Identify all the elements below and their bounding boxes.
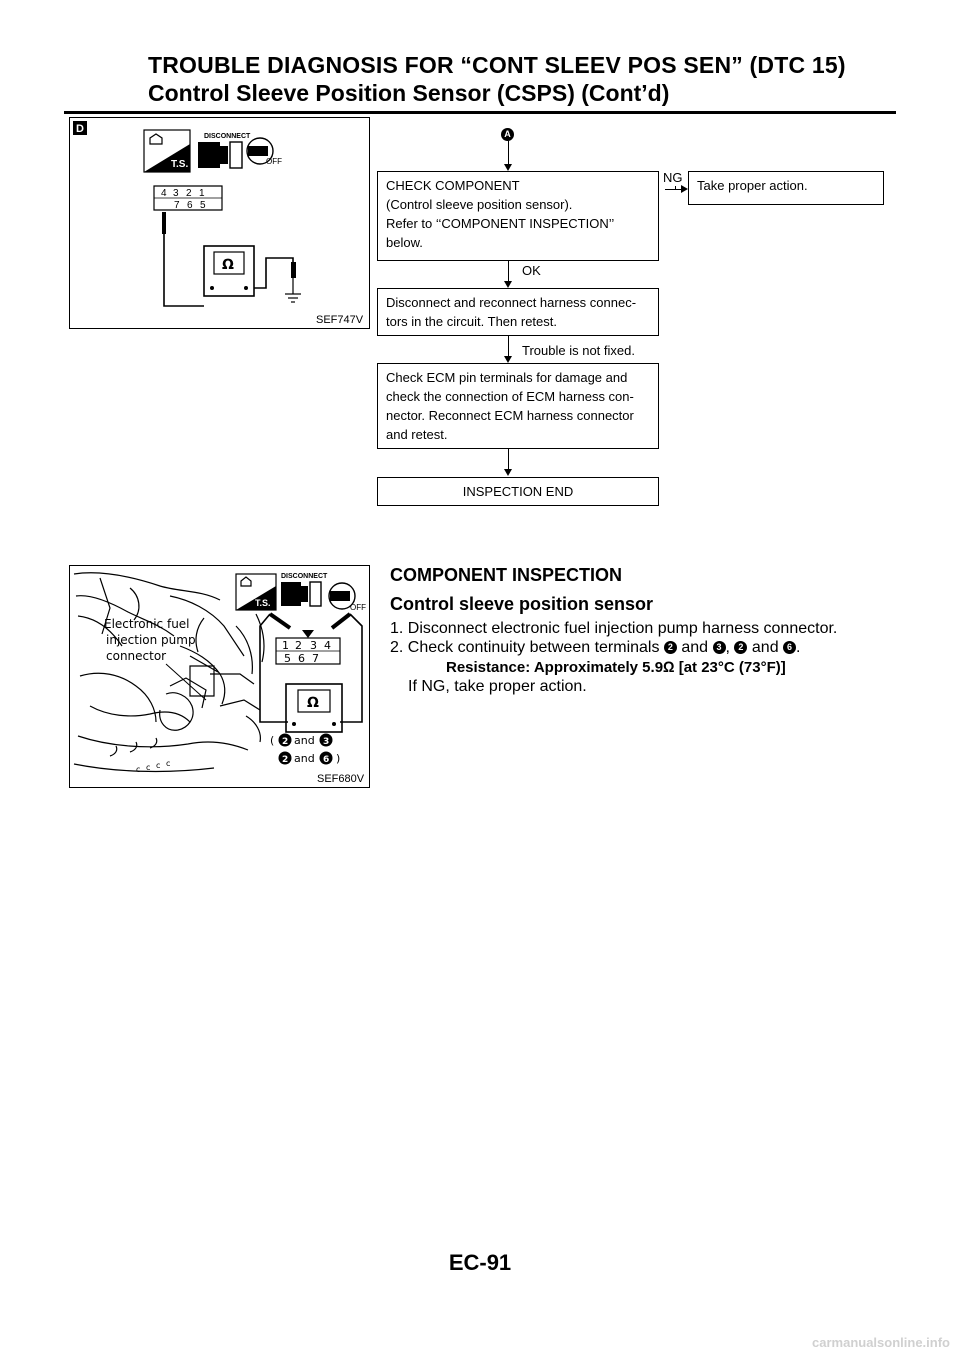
step1-line2: (Control sleeve position sensor).	[386, 197, 573, 212]
ts-label: T.S.	[255, 598, 271, 608]
terminal-6-label: 6	[323, 755, 330, 765]
end-text: INSPECTION END	[462, 484, 574, 499]
flow-connector	[508, 336, 509, 356]
inspection-step1: 1. Disconnect electronic fuel injection pump harness connector.	[390, 620, 838, 637]
connector-pin-3: 3	[173, 188, 179, 199]
connector-pin-2: 2	[186, 188, 192, 199]
flow-connector	[508, 449, 509, 469]
ohm-symbol: Ω	[307, 695, 319, 711]
figure-code: SEF680V	[317, 773, 365, 785]
ts-label: T.S.	[171, 159, 189, 170]
flow-arrow-icon	[504, 164, 512, 171]
page-number: EC-91	[448, 1250, 512, 1275]
probe-left-icon	[270, 614, 290, 628]
ng-action-box	[688, 171, 884, 205]
disconnect-label: DISCONNECT	[281, 573, 328, 580]
connector-pin-1: 1	[282, 639, 289, 652]
callout-line3: connector	[106, 649, 167, 663]
step1-line4: below.	[386, 235, 423, 250]
figure-code: SEF747V	[316, 314, 364, 326]
step1-line3: Refer to ‘‘COMPONENT INSPECTION’’	[386, 216, 615, 231]
if-ng-text: If NG, take proper action.	[408, 678, 587, 695]
svg-text:c: c	[146, 763, 151, 772]
callout-leader	[166, 664, 206, 700]
footer-watermark: carmanualsonline.info	[812, 1335, 950, 1350]
step3-line1: Check ECM pin terminals for damage and	[386, 370, 628, 385]
not-fixed-label: Trouble is not fixed.	[522, 343, 635, 358]
connector-pin-6: 6	[298, 652, 305, 665]
svg-text:c: c	[166, 759, 171, 768]
probe-right-icon	[332, 614, 350, 628]
and-word: and	[751, 639, 779, 656]
resistance-spec: Resistance: Approximately 5.9Ω [at 23°C (73°F)]	[446, 659, 786, 676]
comma: ,	[725, 639, 730, 656]
svg-text:c: c	[156, 761, 161, 770]
connector-pin-1: 1	[199, 188, 205, 199]
and-word: and	[681, 639, 709, 656]
test-station-icon	[236, 574, 276, 610]
step1-line1: CHECK COMPONENT	[386, 178, 520, 193]
flow-arrow-icon	[504, 469, 512, 476]
svg-text:c: c	[136, 765, 141, 774]
connector-pin-3: 3	[310, 639, 317, 652]
harness-connector-icon	[276, 630, 340, 665]
disconnect-connector-icon	[281, 573, 328, 606]
period: .	[796, 639, 801, 656]
flow-end-box	[377, 477, 659, 506]
probe-icon	[162, 212, 166, 234]
section-subtitle: Control sleeve position sensor	[390, 594, 654, 614]
ground-probe-icon	[291, 262, 296, 278]
step3-line2: check the connection of ECM harness con-	[386, 389, 634, 404]
step2-line2: tors in the circuit. Then retest.	[386, 314, 557, 329]
probe-lead-left	[260, 614, 288, 722]
terminal-3-label: 3	[323, 737, 330, 747]
terminal-6-badge: 6	[783, 641, 796, 654]
ohmmeter-icon	[204, 246, 254, 296]
test-station-icon	[144, 130, 190, 172]
connector-pin-4: 4	[324, 639, 331, 652]
ng-action-text: Take proper action.	[697, 178, 808, 193]
figure-sef747v-drawing	[70, 118, 369, 328]
start-marker-badge: A	[501, 128, 514, 141]
page-header-subtitle: Control Sleeve Position Sensor (CSPS) (Cont’d)	[148, 80, 670, 106]
pair-open-paren: (	[270, 734, 275, 747]
ground-icon	[285, 278, 301, 302]
probe-lead-right	[340, 614, 362, 722]
ground-lead	[254, 258, 293, 288]
flow-connector	[508, 261, 509, 281]
figure-sef680v	[69, 565, 370, 788]
flow-step-check-component	[377, 171, 659, 261]
step3-line3: nector. Reconnect ECM harness connector	[386, 408, 634, 423]
ng-label: NG	[663, 170, 683, 185]
ok-label: OK	[522, 263, 541, 278]
section-title: COMPONENT INSPECTION	[390, 565, 623, 585]
step2-line1: Disconnect and reconnect harness connec-	[386, 295, 637, 310]
flow-arrow-icon	[504, 356, 512, 363]
connector-pin-2: 2	[295, 639, 302, 652]
terminal-2-badge: 2	[734, 641, 747, 654]
connector-pin-5: 5	[200, 200, 206, 211]
ignition-key-off-icon	[329, 583, 366, 612]
terminal-3-badge: 3	[713, 641, 726, 654]
flow-step-reconnect	[377, 288, 659, 336]
disconnect-label: DISCONNECT	[204, 133, 251, 140]
page-header-title: TROUBLE DIAGNOSIS FOR “CONT SLEEV POS SEN” (DTC 15)	[148, 52, 846, 78]
ignition-key-off-icon	[247, 138, 282, 166]
pair-and: and	[294, 752, 315, 765]
callout-line1: Electronic fuel	[104, 617, 190, 631]
connector-pin-4: 4	[161, 188, 167, 199]
diagnosis-badge-letter: D	[76, 123, 84, 135]
connector-pin-6: 6	[187, 200, 193, 211]
connector-pin-5: 5	[284, 652, 291, 665]
terminal-2-badge: 2	[664, 641, 677, 654]
step2-prefix: 2. Check continuity between terminals	[390, 639, 660, 656]
figure-sef747v	[69, 117, 370, 329]
key-off-label: OFF	[266, 157, 282, 166]
key-off-label: OFF	[350, 603, 366, 612]
harness-connector-icon	[154, 186, 222, 211]
flow-connector	[508, 141, 509, 164]
terminal-2-label: 2	[282, 755, 289, 765]
step3-line4: and retest.	[386, 427, 448, 442]
terminal-pairs	[270, 734, 340, 766]
inspection-step2	[390, 638, 801, 657]
pair-and: and	[294, 734, 315, 747]
connector-pin-7: 7	[312, 652, 319, 665]
ohmmeter-icon	[286, 684, 342, 732]
header-rule	[64, 111, 896, 114]
flow-arrow-icon	[504, 281, 512, 288]
callout-line2: injection pump	[106, 633, 196, 647]
terminal-2-label: 2	[282, 737, 289, 747]
figure-sef680v-drawing	[70, 566, 369, 787]
ng-arrow-icon	[681, 185, 688, 193]
flow-step-check-ecm	[377, 363, 659, 449]
connector-pin-7: 7	[174, 200, 180, 211]
disconnect-connector-icon	[198, 133, 251, 168]
ohm-symbol: Ω	[222, 257, 234, 273]
probe-lead	[164, 234, 204, 306]
pair-close-paren: )	[336, 752, 341, 765]
